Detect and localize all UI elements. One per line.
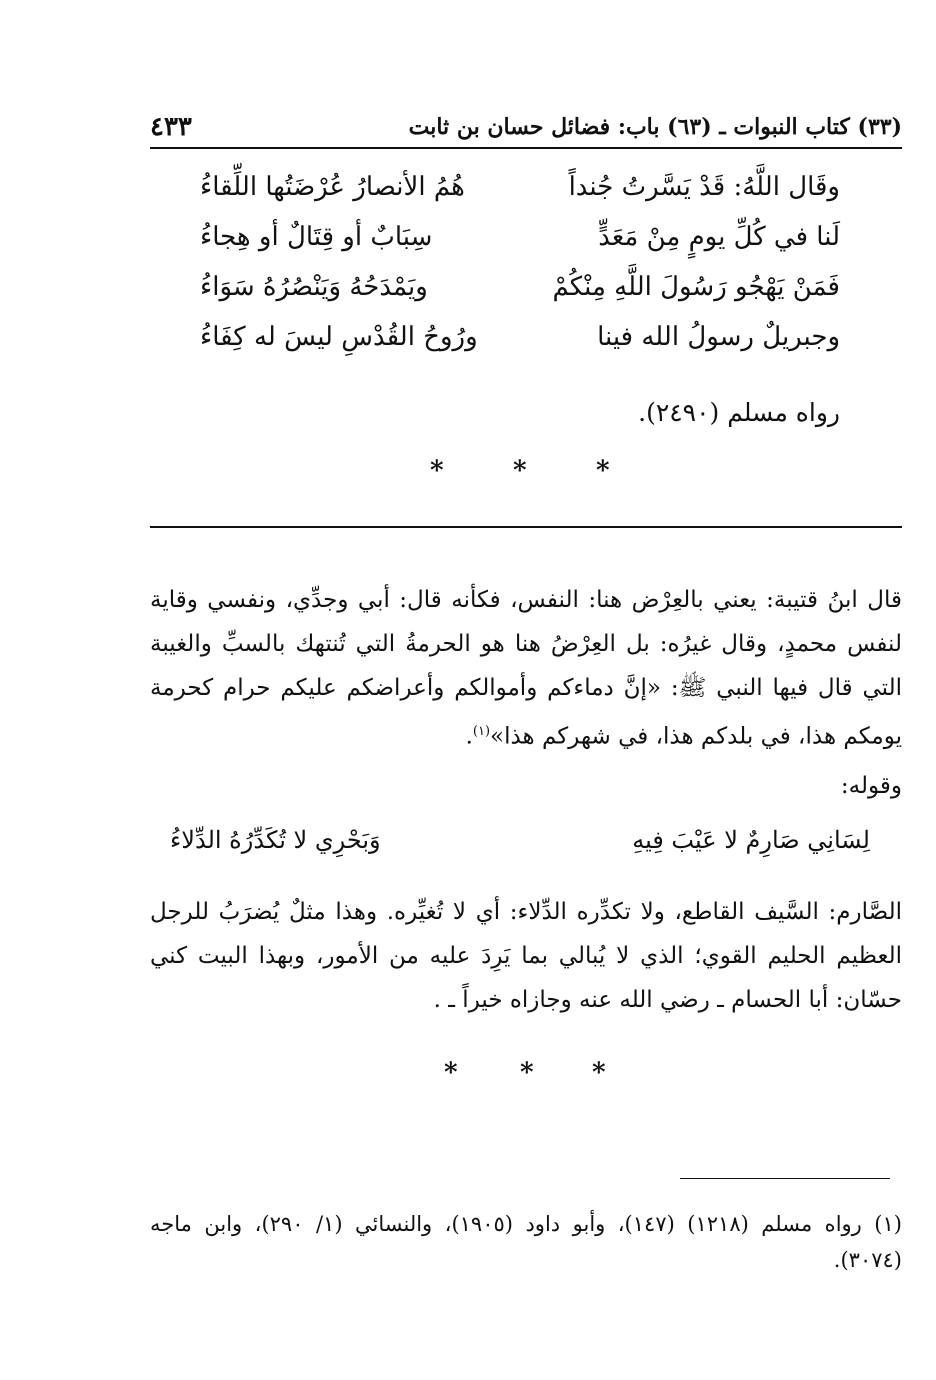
section-separator xyxy=(0,1058,936,1086)
poem-hemistich-first: وجبريلٌ رسولُ الله فينا xyxy=(597,322,840,352)
poem-hemistich-first: فَمَنْ يَهْجُو رَسُولَ اللَّهِ مِنْكُمْ xyxy=(552,272,840,302)
couplet xyxy=(170,824,870,868)
poem xyxy=(200,168,840,368)
poem-hemistich-second: ويَمْدَحُهُ وَيَنْصُرُهُ سَوَاءُ xyxy=(200,272,428,302)
poem-hemistich-first: وقَال اللَّهُ: قَدْ يَسَّرتُ جُنداً xyxy=(568,172,840,202)
separator-star: * xyxy=(596,456,610,486)
poem-line xyxy=(200,218,840,268)
chapter-title: (٣٣) كتاب النبوات ـ (٦٣) باب: فضائل حسان بن ثابت xyxy=(408,114,902,140)
footnote-reference: (١) xyxy=(472,724,491,739)
hadith-source: رواه مسلم (٢٤٩٠). xyxy=(638,398,840,427)
sentence-end: . xyxy=(465,723,473,750)
couplet-hemistich-first: لِسَانِي صَارِمٌ لا عَيْبَ فِيهِ xyxy=(632,826,870,854)
page-number: ٤٣٣ xyxy=(150,112,192,142)
footnote: (١) رواه مسلم (١٢١٨) (١٤٧)، وأبو داود (١٩٠٥)، والنسائي (١/ ٢٩٠)، وابن ماجه (٣٠٧٤). xyxy=(150,1212,902,1272)
explanation-paragraph: الصَّارم: السَّيف القاطع، ولا تكدِّره الدِّلاء: أي لا تُغيِّره. وهذا مثلٌ يُضرَبُ للرجل العظيم الحليم القوي؛ الذي لا يُبالي بما يَرِدَ عليه من الأمور، وبهذا البيت كني حسّان: أبا الحسام ـ رضي الله عنه وجازاه خيراً ـ . xyxy=(150,899,902,1013)
poem-line xyxy=(200,318,840,368)
couplet-hemistich-second: وَبَحْرِي لا تُكَدِّرُهُ الدِّلاءُ xyxy=(170,826,381,854)
footnote-rule xyxy=(680,1178,890,1179)
separator-star: * xyxy=(592,1058,606,1088)
commentary-text: قال ابنُ قتيبة: يعني بالعِرْض هنا: النفس، فكأنه قال: أبي وجدِّي، ونفسي وقاية لنفس محمدٍ، وقال غيرُه: بل العِرْضُ هنا هو الحرمةُ التي تُنتهك بالسبِّ والغيبة التي قال فيها النبي ﷺ: «إنَّ دماءكم وأموالكم وأعراضكم عليكم حرام كحرمة يومكم هذا، في بلدكم هذا، في شهركم هذا» xyxy=(150,587,902,750)
commentary-paragraph xyxy=(150,578,902,759)
commentary-rule xyxy=(150,526,902,528)
verse-intro: وقوله: xyxy=(840,773,902,799)
separator-star: * xyxy=(520,1058,534,1088)
separator-star: * xyxy=(430,456,444,486)
poem-hemistich-first: لَنا في كُلِّ يومٍ مِنْ مَعَدٍّ xyxy=(598,222,840,252)
poem-hemistich-second: ورُوحُ القُدْسِ ليسَ له كِفَاءُ xyxy=(200,322,478,352)
poem-line xyxy=(200,168,840,218)
poem-hemistich-second: سِبَابٌ أو قِتَالٌ أو هِجاءُ xyxy=(200,222,433,252)
running-header xyxy=(150,112,902,146)
header-rule xyxy=(150,147,902,149)
poem-line xyxy=(200,268,840,318)
separator-star: * xyxy=(444,1058,458,1088)
section-separator xyxy=(0,456,936,484)
poem-hemistich-second: هُمُ الأنصارُ عُرْضَتُها اللِّقاءُ xyxy=(200,172,465,202)
separator-star: * xyxy=(513,456,527,486)
